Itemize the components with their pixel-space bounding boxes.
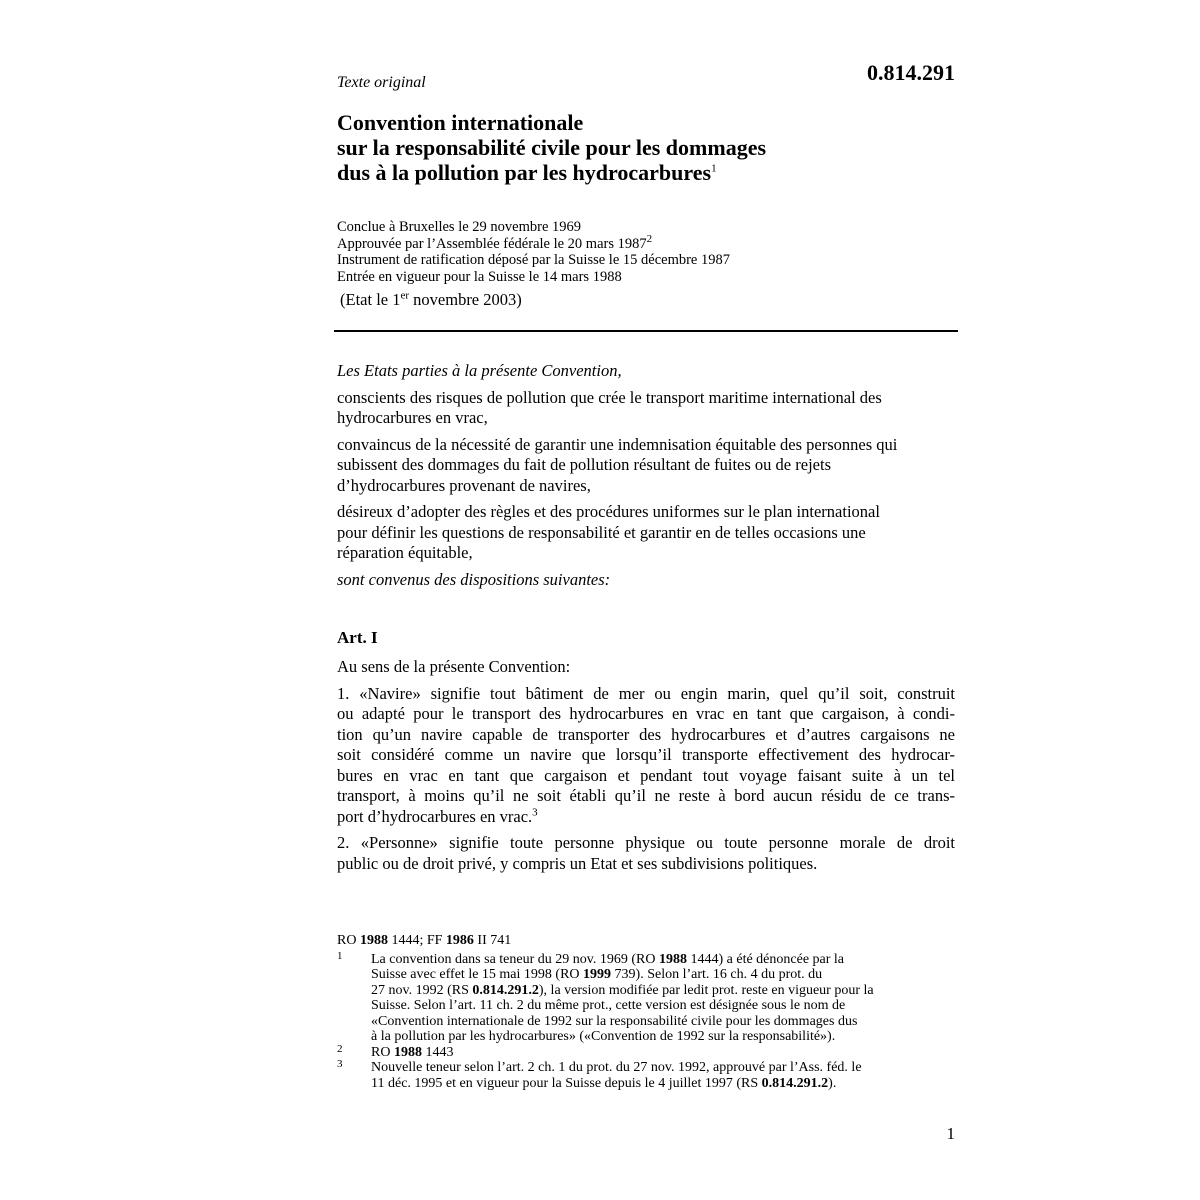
source-ro-page: 1444; FF bbox=[387, 933, 446, 948]
status-date bbox=[340, 290, 522, 310]
footnote-1-line: Suisse. Selon l’art. 11 ch. 2 du même prot., cette version est désignée sous le nom de bbox=[371, 998, 846, 1013]
fn1-text: 1444) a été dénoncée par la bbox=[686, 951, 845, 967]
fn1-bold: 1999 bbox=[583, 967, 612, 982]
footnote-ref-1[interactable]: 1 bbox=[711, 162, 717, 175]
texte-original-label: Texte original bbox=[337, 74, 426, 91]
item2-line: public ou de droit privé, y compris un Etat et ses subdivisions politiques. bbox=[337, 853, 818, 873]
status-prefix: (Etat le 1 bbox=[340, 290, 401, 309]
article-item-1 bbox=[337, 684, 955, 828]
footnote-1-line: «Convention internationale de 1992 sur la responsabilité civile pour les dommages dus bbox=[371, 1013, 858, 1029]
fn3-text: 11 déc. 1995 et en vigueur pour la Suisse depuis le 4 juillet 1997 (RS bbox=[371, 1075, 762, 1091]
fn1-text: 739). Selon l’art. 16 ch. 4 du prot. du bbox=[611, 967, 823, 982]
footnote-1-line bbox=[371, 952, 957, 968]
footnote-source bbox=[337, 933, 957, 949]
meta-entry: Entrée en vigueur pour la Suisse le 14 mars 1988 bbox=[337, 268, 622, 285]
source-ro-year: 1988 bbox=[359, 933, 388, 948]
fn2-bold: 1988 bbox=[393, 1044, 422, 1060]
preamble-p2-line-1: convaincus de la nécessité de garantir une indemnisation équitable des personnes qui bbox=[337, 434, 898, 454]
item1-line-last-text: port d’hydrocarbures en vrac. bbox=[337, 806, 533, 826]
footnote-1-line bbox=[371, 967, 957, 983]
footnote-ref-3[interactable]: 3 bbox=[532, 806, 538, 818]
fn1-text: Suisse avec effet le 15 mai 1998 (RO bbox=[371, 967, 584, 982]
preamble bbox=[337, 361, 955, 596]
preamble-closing: sont convenus des dispositions suivantes: bbox=[337, 569, 611, 589]
footnote-1-number: 1 bbox=[337, 949, 343, 962]
item1-line: soit considéré comme un navire que lorsqu’il transporte effectivement des hydrocar- bbox=[337, 745, 955, 764]
article-intro: Au sens de la présente Convention: bbox=[337, 657, 571, 676]
footnote-2 bbox=[337, 1042, 957, 1061]
sr-number: 0.814.291 bbox=[867, 60, 955, 85]
preamble-p3-line-1: désireux d’adopter des règles et des procédures uniformes sur le plan international bbox=[337, 502, 880, 521]
footnote-1-line bbox=[371, 983, 957, 999]
status-sup: er bbox=[400, 289, 410, 302]
meta-approved-text: Approuvée par l’Assemblée fédérale le 20 mars 1987 bbox=[337, 235, 647, 252]
item1-line: transport, à moins qu’il ne soit établi qu’il ne reste à bord aucun résidu de ce trans- bbox=[337, 786, 955, 805]
fn3-text: ). bbox=[828, 1075, 837, 1091]
footnote-ref-2[interactable]: 2 bbox=[646, 232, 653, 245]
fn1-text: 27 nov. 1992 (RS bbox=[371, 982, 473, 998]
fn1-bold: 1988 bbox=[658, 951, 687, 967]
article-body bbox=[337, 657, 955, 880]
fn2-text: 1443 bbox=[421, 1044, 454, 1060]
footnote-1 bbox=[337, 949, 957, 1045]
fn1-text: La convention dans sa teneur du 29 nov. 1969 (RO bbox=[371, 951, 659, 967]
preamble-paragraph-2 bbox=[337, 435, 955, 497]
footnote-3-line: Nouvelle teneur selon l’art. 2 ch. 1 du prot. du 27 nov. 1992, approuvé par l’Ass. féd. le bbox=[371, 1060, 862, 1075]
fn2-text: RO bbox=[371, 1044, 394, 1060]
item1-line: bures en vrac en tant que cargaison et pendant tout voyage faisant suite à un tel bbox=[337, 765, 955, 785]
title-line-1: Convention internationale bbox=[337, 110, 584, 135]
item1-line-last bbox=[337, 807, 955, 828]
source-ff-rest: II 741 bbox=[473, 933, 512, 948]
page-number: 1 bbox=[946, 1124, 955, 1143]
status-suffix: novembre 2003) bbox=[409, 290, 522, 309]
item1-line: ou adapté pour le transport des hydrocarbures en vrac en tant que cargaison, à condi- bbox=[337, 704, 955, 723]
footnote-3-number: 3 bbox=[337, 1058, 343, 1070]
meta-ratification: Instrument de ratification déposé par la Suisse le 15 décembre 1987 bbox=[337, 252, 730, 268]
fn1-bold: 0.814.291.2 bbox=[472, 982, 539, 998]
title-line-2: sur la responsabilité civile pour les dommages bbox=[337, 135, 767, 160]
preamble-p2-line-3: d’hydrocarbures provenant de navires, bbox=[337, 475, 591, 495]
preamble-intro: Les Etats parties à la présente Convention, bbox=[337, 361, 622, 380]
footnote-3-line bbox=[371, 1076, 957, 1092]
meta-approved bbox=[337, 232, 957, 253]
preamble-p3-line-2: pour définir les questions de responsabilité et garantir en de telles occasions une bbox=[337, 522, 866, 542]
article-item-2 bbox=[337, 833, 955, 874]
title-line-3-text: dus à la pollution par les hydrocarbures bbox=[337, 160, 712, 185]
title-line-3 bbox=[337, 160, 957, 185]
preamble-p1-line-2: hydrocarbures en vrac, bbox=[337, 408, 488, 427]
footnote-3 bbox=[337, 1060, 957, 1091]
footnote-2-number: 2 bbox=[337, 1042, 343, 1055]
preamble-p1-line-1: conscients des risques de pollution que crée le transport maritime international des bbox=[337, 387, 882, 407]
preamble-paragraph-1 bbox=[337, 388, 955, 429]
source-ff-year: 1986 bbox=[445, 933, 474, 948]
preamble-p3-line-3: réparation équitable, bbox=[337, 543, 473, 562]
footnote-2-line bbox=[371, 1045, 957, 1061]
source-ro: RO bbox=[337, 933, 360, 948]
fn3-bold: 0.814.291.2 bbox=[761, 1075, 829, 1091]
meta-concluded: Conclue à Bruxelles le 29 novembre 1969 bbox=[337, 219, 582, 235]
article-heading: Art. I bbox=[337, 628, 378, 647]
fn1-text: ), la version modifiée par ledit prot. reste en vigueur pour la bbox=[538, 982, 874, 998]
document-title bbox=[337, 110, 957, 185]
footnote-1-line: à la pollution par les hydrocarbures» («Convention de 1992 sur la responsabilité»). bbox=[371, 1029, 836, 1044]
footnotes bbox=[337, 933, 957, 1091]
item1-line: tion qu’un navire capable de transporter des hydrocarbures et d’autres cargaisons ne bbox=[337, 724, 955, 744]
item2-line: 2. «Personne» signifie toute personne physique ou toute personne morale de droit bbox=[337, 833, 955, 852]
preamble-p2-line-2: subissent des dommages du fait de pollution résultant de fuites ou de rejets bbox=[337, 455, 831, 474]
item1-line: 1. «Navire» signifie tout bâtiment de mer ou engin marin, quel qu’il soit, construit bbox=[337, 683, 955, 703]
preamble-paragraph-3 bbox=[337, 502, 955, 564]
header-divider bbox=[334, 330, 958, 332]
document-meta bbox=[337, 219, 957, 285]
